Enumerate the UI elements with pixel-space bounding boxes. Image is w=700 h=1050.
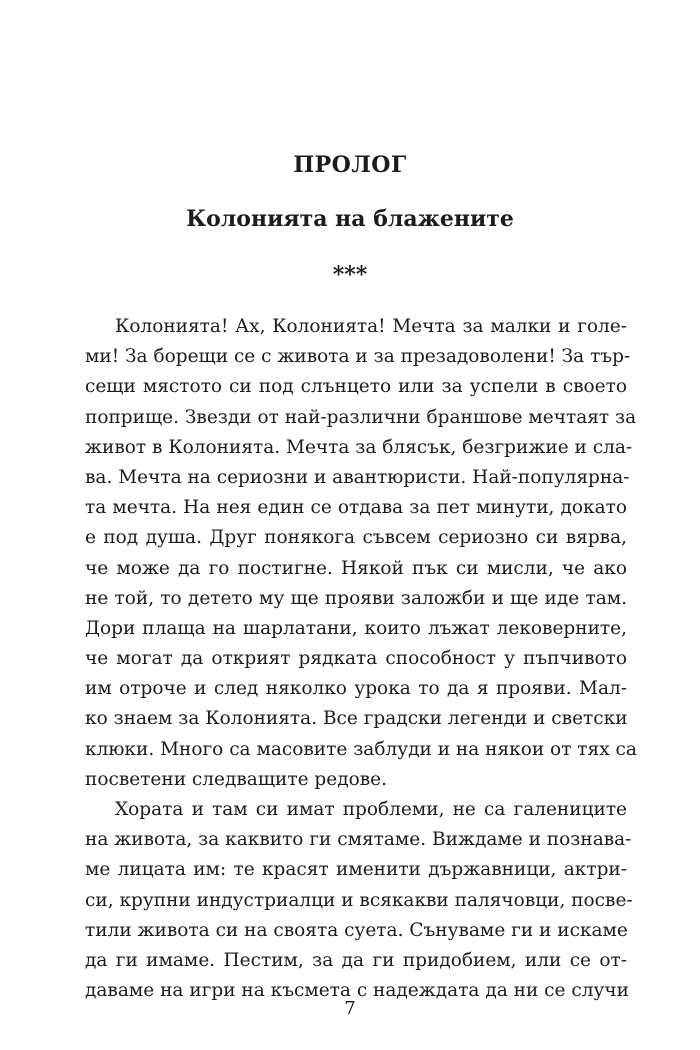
- text-line: тили живота си на своята суета. Сънуваме ги и искаме: [85, 919, 628, 941]
- chapter-title: ПРОЛОГ: [293, 152, 407, 178]
- text-line: не той, то детето му ще прояви заложби и ще иде там.: [85, 587, 627, 609]
- text-line: даваме на игри на късмета с надеждата да ни се случи: [85, 980, 629, 1002]
- text-line: ми! За борещи се с живота и за презадоволени! За тър-: [85, 346, 631, 368]
- text-line: им отроче и след няколко урока то да я прояви. Мал-: [85, 678, 627, 700]
- text-line: си, крупни индустриалци и всякакви палячовци, посве-: [85, 889, 633, 911]
- text-line: клюки. Много са масовите заблуди и на някои от тях са: [85, 738, 637, 760]
- paragraph-2: [85, 795, 633, 1006]
- text-line: Колонията! Ах, Колонията! Мечта за малки и голе-: [115, 316, 627, 337]
- text-line: на живота, за каквито ги смятаме. Виждаме и познава-: [85, 829, 632, 851]
- section-separator: ***: [332, 262, 368, 288]
- paragraph-1: [85, 312, 637, 795]
- page-number: 7: [344, 998, 356, 1019]
- text-line: та мечта. На нея един се отдава за пет минути, докато: [85, 497, 627, 519]
- text-line: Дори плаща на шарлатани, които лъжат лековерните,: [85, 617, 627, 639]
- text-line: е под душа. Друг понякога съвсем сериозно си вярва,: [85, 527, 627, 549]
- text-line: живот в Колонията. Мечта за блясък, безгрижие и сла-: [85, 436, 633, 458]
- text-line: да ги имаме. Пестим, за да ги придобием, или се от-: [85, 949, 627, 971]
- text-line: ко знаем за Колонията. Все градски легенди и светски: [85, 708, 628, 730]
- text-line: ва. Мечта на сериозни и авантюристи. Най-популярна-: [85, 466, 630, 488]
- body-text: [85, 312, 637, 1006]
- text-line: сещи мястото си под слънцето или за успели в своето: [85, 376, 627, 398]
- text-line: че може да го постигне. Някой пък си мисли, че ако: [85, 557, 627, 579]
- text-line: ме лицата им: те красят именити държавници, актри-: [85, 859, 627, 881]
- chapter-subtitle: Колонията на блажените: [186, 206, 514, 232]
- text-line: поприще. Звезди от най-различни браншове мечтаят за: [85, 406, 637, 428]
- text-line: посветени следващите редове.: [85, 768, 387, 790]
- text-line: че могат да открият рядката способност у пъпчивото: [85, 648, 627, 670]
- text-line: Хората и там си имат проблеми, не са галениците: [115, 799, 627, 820]
